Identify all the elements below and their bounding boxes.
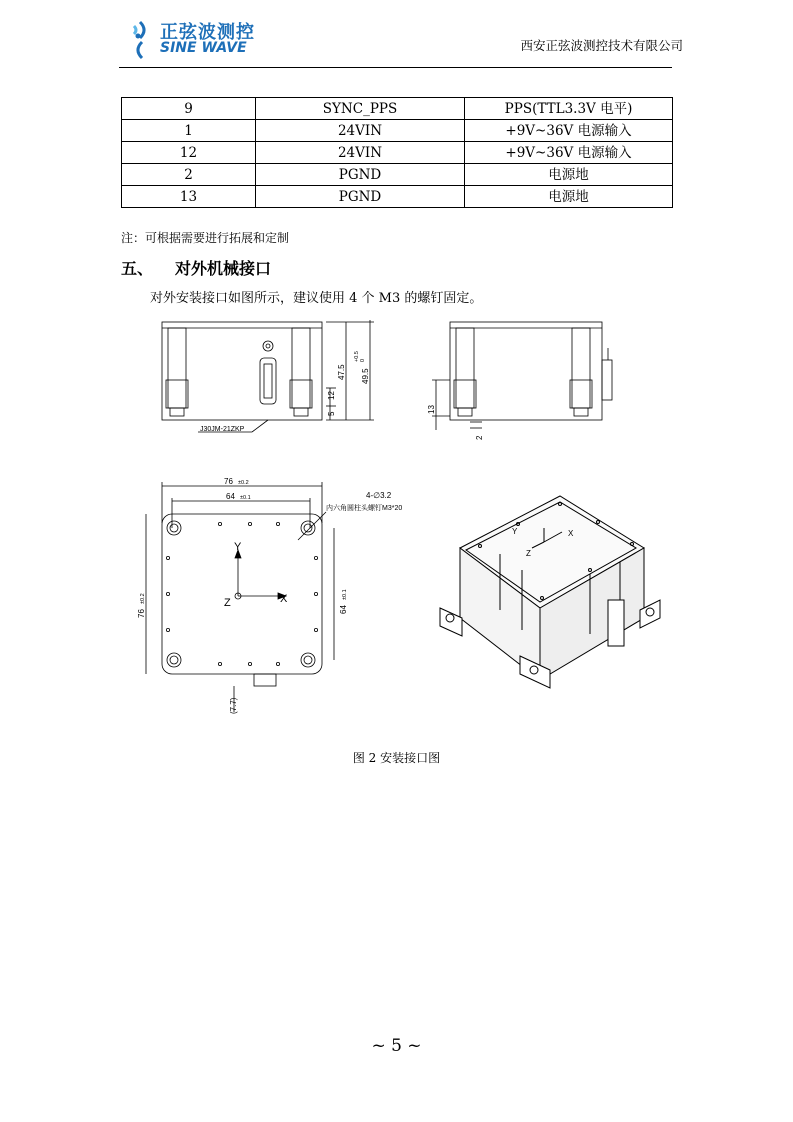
axis-y-label: Y [234,541,242,553]
dim-64-top: 64 [226,492,235,501]
axis-x-label: X [280,593,288,605]
figure-caption: 图 2 安装接口图 [352,751,441,765]
dim-height-a: 47.5 [337,364,346,380]
sine-wave-logo-icon [130,16,160,62]
pin-number-cell: 13 [122,186,256,208]
page-number: ~ 5 ~ [371,1036,422,1056]
dim-76-left: 76 [137,609,146,618]
dim-64-right-tol: ±0.1 [342,589,348,600]
dim-12: 12 [327,391,336,400]
section-title: 对外机械接口 [175,259,272,278]
pin-definition-table [121,97,673,208]
top-view [137,477,402,714]
connector-label: J30JM-21ZKP [200,426,245,433]
description-cell: 电源地 [465,186,673,208]
dim-76-top: 76 [224,477,233,486]
iso-axis-y: Y [512,527,518,536]
table-row [122,186,673,208]
signal-name-cell: PGND [256,186,465,208]
hole-spec: 4-∅3.2 [366,491,392,500]
table-row [122,142,673,164]
signal-name-cell: PGND [256,164,465,186]
signal-name-cell: 24VIN [256,142,465,164]
front-view [162,320,374,433]
section-number: 五、 [121,259,154,278]
signal-name-cell: 24VIN [256,120,465,142]
pin-number-cell: 12 [122,142,256,164]
logo-chinese-text: 正弦波测控 [160,22,255,43]
dim-13: 13 [427,405,436,414]
dim-height-b: 49.5 [361,368,370,384]
iso-axis-z: Z [526,549,531,558]
dim-7-7: (7.7) [229,697,238,714]
pin-number-cell: 1 [122,120,256,142]
dim-76-left-tol: ±0.2 [140,593,146,604]
pin-number-cell: 2 [122,164,256,186]
dim-76-top-tol: ±0.2 [238,480,249,486]
description-cell: 电源地 [465,164,673,186]
iso-axis-x: X [568,529,574,538]
body-paragraph: 对外安装接口如图所示，建议使用 4 个 M3 的螺钉固定。 [150,291,483,306]
axis-z-label: Z [224,597,231,609]
table-row [122,120,673,142]
company-logo [130,16,260,62]
dim-64-top-tol: ±0.1 [240,495,251,501]
dim-5: 5 [327,411,336,416]
signal-name-cell: SYNC_PPS [256,98,465,120]
table-row [122,164,673,186]
header-divider [119,67,672,68]
description-cell: +9V~36V 电源输入 [465,120,673,142]
table-row [122,98,673,120]
section-heading [121,256,271,279]
company-name: 西安正弦波测控技术有限公司 [520,38,683,53]
mechanical-drawing [120,318,680,738]
side-view [427,322,612,440]
dim-tol-b-top: +0.5 [354,351,360,362]
customization-note: 注：可根据需要进行拓展和定制 [121,231,290,245]
screw-spec: 内六角圆柱头螺钉M3*20 [326,505,403,512]
dim-tol-b-bot: 0 [360,358,366,362]
dim-2: 2 [475,435,484,440]
logo-english-text: SINE WAVE [160,40,247,56]
description-cell: +9V~36V 电源输入 [465,142,673,164]
description-cell: PPS(TTL3.3V 电平) [465,98,673,120]
pin-number-cell: 9 [122,98,256,120]
isometric-view [440,496,660,688]
dim-64-right: 64 [339,605,348,614]
